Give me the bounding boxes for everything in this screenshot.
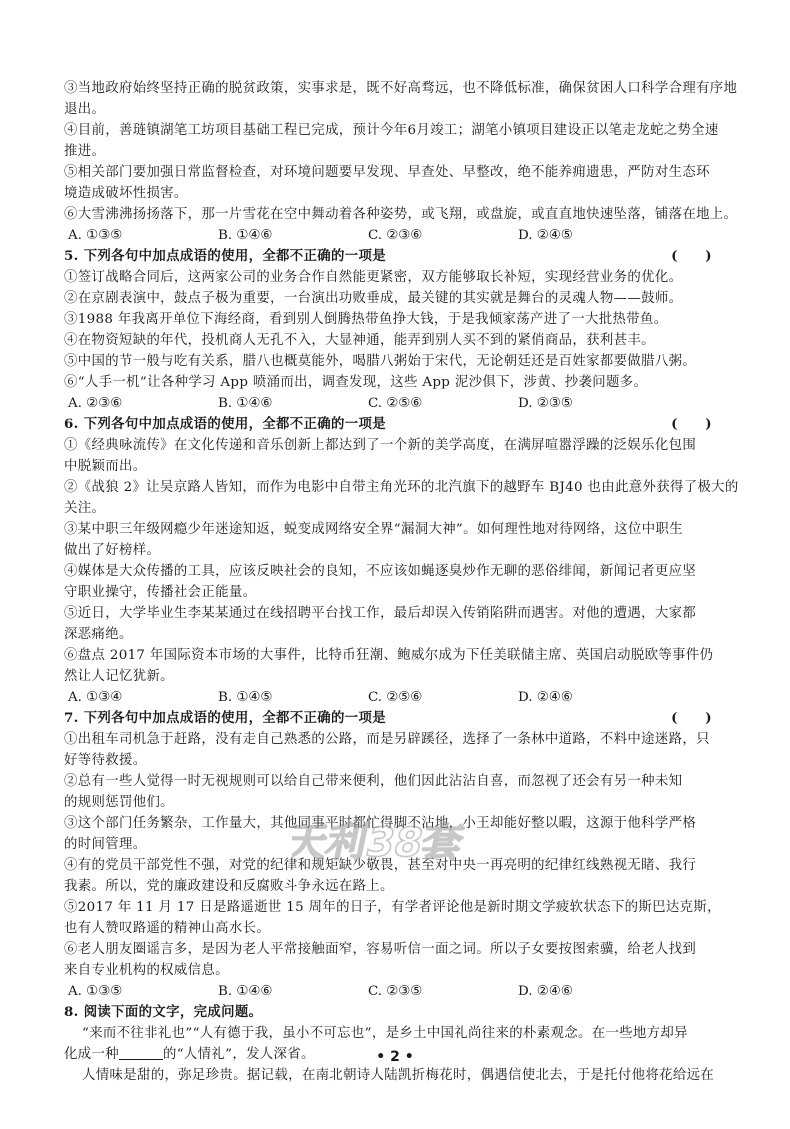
q4-line: 境造成破坏性损害。 <box>64 186 188 201</box>
option-d[interactable]: D. ②④⑥ <box>518 984 573 999</box>
q6-line: 守职业操守，传播社会正能量。 <box>64 585 257 600</box>
option-b[interactable]: B. ①④⑤ <box>218 690 273 705</box>
q6-line: 做出了好榜样。 <box>64 543 161 558</box>
option-b[interactable]: B. ①④⑥ <box>218 396 273 411</box>
q7-options <box>64 981 720 1002</box>
q7-line: 也有人赞叹路遥的精神山高水长。 <box>64 921 271 936</box>
q5-line: ④在物资短缺的年代，投机商人无孔不入，大显神通，能弄到别人买不到的紧俏商品，获利甚丰。 <box>64 333 655 348</box>
q5-line: ②在京剧表演中，鼓点子极为重要，一台演出功败垂成，最关键的其实就是舞台的灵魂人物——鼓师。 <box>64 291 683 306</box>
q6-line: ②《战狼 2》让吴京路人皆知，而作为电影中自带主角光环的北汽旗下的越野车 BJ40 也由此意外获得了极大的 <box>64 480 739 495</box>
option-d[interactable]: D. ②③⑤ <box>518 396 573 411</box>
q8-text: 的“人情礼”，发人深省。 <box>162 1047 315 1062</box>
q5-options <box>64 393 720 414</box>
q6-line: 中脱颖而出。 <box>64 459 147 474</box>
option-a[interactable]: A. ①③⑤ <box>68 228 123 243</box>
option-a[interactable]: A. ①③④ <box>68 690 123 705</box>
q8-paragraph-line: “来而不往非礼也”“人有德于我，虽小不可忘也”，是乡土中国礼尚往来的朴素观念。在一些地方却异 <box>82 1026 688 1041</box>
q5-line: ⑥“人手一机”让各种学习 App 喷涌而出，调查发现，这些 App 泥沙俱下，涉黄、抄袭问题多。 <box>64 375 648 390</box>
q4-line: ⑤相关部门要加强日常监督检查，对环境问题要早发现、早查处、早整改，绝不能养痈遗患，严防对生态环 <box>64 165 710 180</box>
page-content <box>64 78 739 1086</box>
question-7-title <box>64 708 720 729</box>
option-c[interactable]: C. ②③⑤ <box>368 984 423 999</box>
q6-options <box>64 687 720 708</box>
q5-line: ⑤中国的节一般与吃有关系，腊八也概莫能外，喝腊八粥始于宋代，无论朝廷还是百姓家都要做腊八粥。 <box>64 354 697 369</box>
question-8-title: 8. 阅读下面的文字，完成问题。 <box>64 1004 263 1020</box>
q8-text: 化成一种 <box>64 1047 119 1062</box>
q6-line: 深恶痛绝。 <box>64 627 133 642</box>
q6-line: 关注。 <box>64 501 106 516</box>
question-6-prompt: 6. 下列各句中加点成语的使用，全都不正确的一项是 <box>64 416 386 432</box>
q7-line: ⑤2017 年 11 月 17 日是路遥逝世 15 周年的日子，有学者评论他是新时期文学疲软状态下的斯巴达克斯， <box>64 900 721 915</box>
q7-line: ③这个部门任务繁杂，工作量大，其他同事平时都忙得脚不沾地，小王却能好整以暇，这源于他科学严格 <box>64 816 697 831</box>
option-a[interactable]: A. ①③⑤ <box>68 984 123 999</box>
watermark-text: 天利38套 <box>292 818 468 866</box>
answer-bracket[interactable]: ( ) <box>671 248 712 264</box>
q7-line: ④有的党员干部党性不强，对党的纪律和规矩缺少敬畏，甚至对中央一再亮明的纪律红线熟视无睹、我行 <box>64 858 697 873</box>
option-c[interactable]: C. ②⑤⑥ <box>368 396 423 411</box>
answer-bracket[interactable]: ( ) <box>671 710 712 726</box>
q7-line: ①出租车司机急于赶路，没有走自己熟悉的公路，而是另辟蹊径，选择了一条林中道路，不料中途迷路，只 <box>64 732 710 747</box>
q7-line: ⑥老人朋友圈谣言多，是因为老人平常接触面窄，容易听信一面之词。所以子女要按图索骥，给老人找到 <box>64 942 697 957</box>
q6-line: 然让人记忆犹新。 <box>64 669 174 684</box>
option-d[interactable]: D. ②④⑤ <box>518 228 573 243</box>
q7-line: 好等待救援。 <box>64 753 147 768</box>
watermark-logo <box>292 790 492 890</box>
option-a[interactable]: A. ②③⑥ <box>68 396 123 411</box>
q8-paragraph-line: 人情味是甜的，弥足珍贵。据记载，在南北朝诗人陆凯折梅花时，偶遇信使北去，于是托付他将花给远在 <box>82 1068 715 1083</box>
page-number: • 2 • <box>376 1049 414 1065</box>
publisher-watermark <box>292 790 492 890</box>
q6-line: ⑥盘点 2017 年国际资本市场的大事件，比特币狂潮、鲍威尔成为下任美联储主席、英国启动脱欧等事件仍 <box>64 648 714 663</box>
question-5-title <box>64 246 720 267</box>
option-c[interactable]: C. ②③⑥ <box>368 228 423 243</box>
q4-line: ④目前，善琏镇湖笔工坊项目基础工程已完成，预计今年6月竣工；湖笔小镇项目建设正以笔走龙蛇之势全速 <box>64 123 719 138</box>
question-5-prompt: 5. 下列各句中加点成语的使用，全都不正确的一项是 <box>64 248 386 264</box>
question-6-title <box>64 414 720 435</box>
question-7-prompt: 7. 下列各句中加点成语的使用，全都不正确的一项是 <box>64 710 386 726</box>
q5-line: ①签订战略合同后，这两家公司的业务合作自然能更紧密，双方能够取长补短，实现经营业务的优化。 <box>64 270 683 285</box>
option-b[interactable]: B. ①④⑥ <box>218 984 273 999</box>
q6-line: ④媒体是大众传播的工具，应该反映社会的良知，不应该如蝇逐臭炒作无聊的恶俗绯闻，新闻记者更应坚 <box>64 564 697 579</box>
option-d[interactable]: D. ②④⑥ <box>518 690 573 705</box>
q7-line: 的规则惩罚他们。 <box>64 795 174 810</box>
q4-line: ⑥大雪沸沸扬扬落下，那一片雪花在空中舞动着各种姿势，或飞翔，或盘旋，或直直地快速坠落，铺落在地上。 <box>64 207 738 222</box>
q6-line: ⑤近日，大学毕业生李某某通过在线招聘平台找工作，最后却误入传销陷阱而遇害。对他的遭遇，大家都 <box>64 606 697 621</box>
q4-options <box>64 225 720 246</box>
q6-line: ③某中职三年级网瘾少年迷途知返，蜕变成网络安全界“漏洞大神”。如何理性地对待网络，这位中职生 <box>64 522 683 537</box>
option-b[interactable]: B. ①④⑥ <box>218 228 273 243</box>
q4-line: 退出。 <box>64 102 106 117</box>
q6-line: ①《经典咏流传》在文化传递和音乐创新上都达到了一个新的美学高度，在满屏喧嚣浮躁的泛娱乐化包围 <box>64 438 697 453</box>
q4-line: ③当地政府始终坚持正确的脱贫政策，实事求是，既不好高骛远，也不降低标准，确保贫困人口科学合理有序地 <box>64 81 738 96</box>
option-c[interactable]: C. ②⑤⑥ <box>368 690 423 705</box>
answer-bracket[interactable]: ( ) <box>671 416 712 432</box>
q4-line: 推进。 <box>64 144 106 159</box>
q7-line: 来自专业机构的权威信息。 <box>64 963 229 978</box>
q7-line: 的时间管理。 <box>64 837 147 852</box>
q7-line: 我素。所以，党的廉政建设和反腐败斗争永远在路上。 <box>64 879 394 894</box>
q5-line: ③1988 年我离开单位下海经商，看到别人倒腾热带鱼挣大钱，于是我倾家荡产进了一大批热带鱼。 <box>64 312 668 327</box>
q7-line: ②总有一些人觉得一时无视规则可以给自己带来便利，他们因此沾沾自喜，而忽视了还会有另一种未知 <box>64 774 683 789</box>
